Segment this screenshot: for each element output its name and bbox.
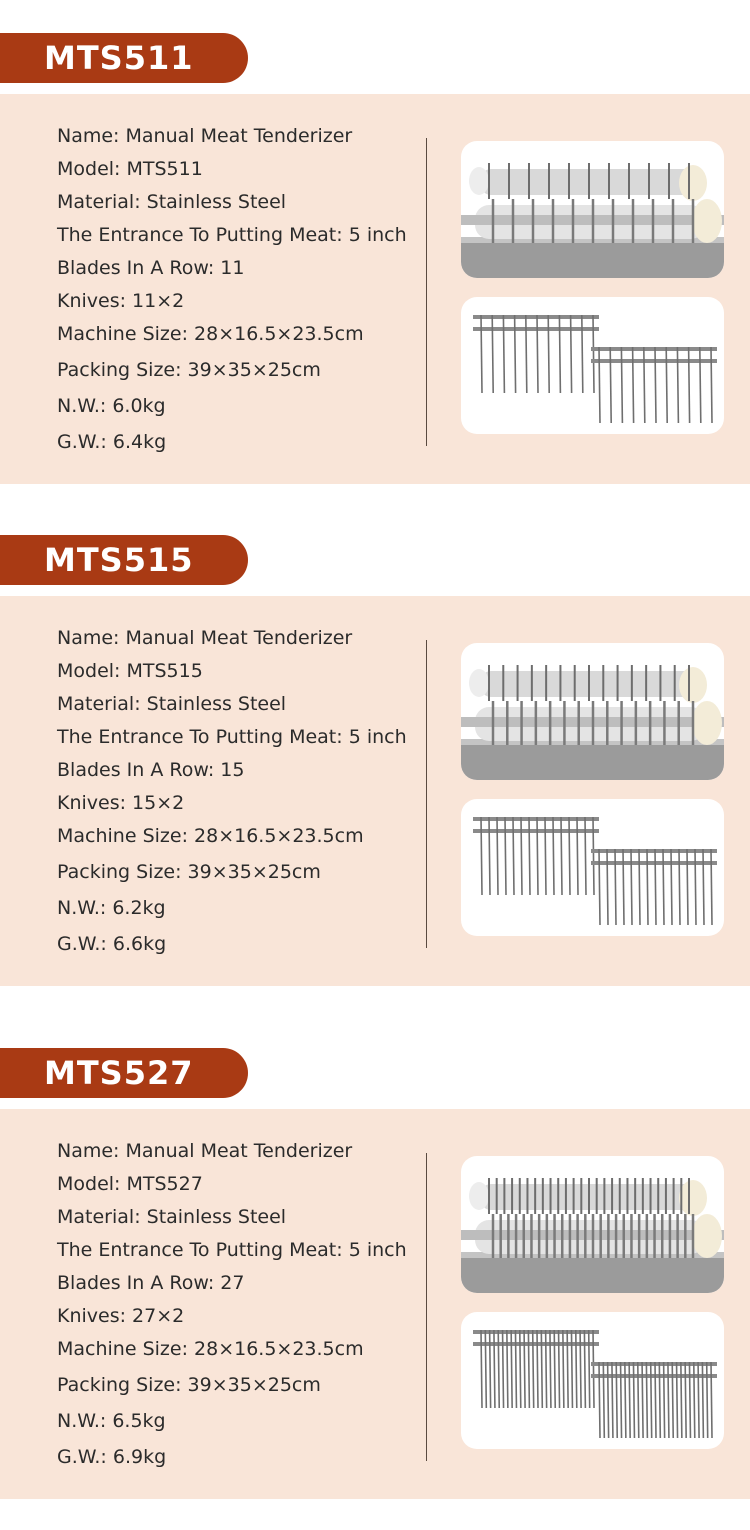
roller-illustration	[461, 665, 724, 780]
spec-entrance: The Entrance To Putting Meat: 5 inch	[57, 726, 407, 748]
spec-material: Material: Stainless Steel	[57, 693, 287, 715]
spec-model: Model: MTS511	[57, 158, 203, 180]
spec-panel	[0, 94, 750, 484]
roller-assembly-photo	[461, 643, 724, 780]
comb-blades-photo	[461, 799, 724, 936]
spec-machine-size: Machine Size: 28×16.5×23.5cm	[57, 323, 364, 345]
spec-gross-weight: G.W.: 6.4kg	[57, 431, 167, 453]
spec-gross-weight: G.W.: 6.6kg	[57, 933, 167, 955]
roller-illustration	[461, 163, 724, 278]
divider-line	[426, 138, 427, 446]
spec-name: Name: Manual Meat Tenderizer	[57, 125, 353, 147]
spec-blades-in-row: Blades In A Row: 15	[57, 759, 245, 781]
spec-packing-size: Packing Size: 39×35×25cm	[57, 861, 321, 883]
spec-net-weight: N.W.: 6.5kg	[57, 1410, 166, 1432]
spec-blades-in-row: Blades In A Row: 27	[57, 1272, 245, 1294]
spec-machine-size: Machine Size: 28×16.5×23.5cm	[57, 1338, 364, 1360]
spec-machine-size: Machine Size: 28×16.5×23.5cm	[57, 825, 364, 847]
spec-model: Model: MTS527	[57, 1173, 203, 1195]
comb-illustration	[473, 817, 717, 925]
product-title: MTS511	[0, 33, 248, 83]
spec-entrance: The Entrance To Putting Meat: 5 inch	[57, 224, 407, 246]
divider-line	[426, 1153, 427, 1461]
spec-knives: Knives: 27×2	[57, 1305, 185, 1327]
spec-material: Material: Stainless Steel	[57, 191, 287, 213]
spec-list	[57, 1137, 407, 1479]
spec-net-weight: N.W.: 6.0kg	[57, 395, 166, 417]
spec-packing-size: Packing Size: 39×35×25cm	[57, 1374, 321, 1396]
comb-blades-photo	[461, 1312, 724, 1449]
spec-net-weight: N.W.: 6.2kg	[57, 897, 166, 919]
roller-assembly-photo	[461, 1156, 724, 1293]
spec-blades-in-row: Blades In A Row: 11	[57, 257, 245, 279]
spec-panel	[0, 596, 750, 986]
spec-packing-size: Packing Size: 39×35×25cm	[57, 359, 321, 381]
spec-name: Name: Manual Meat Tenderizer	[57, 1140, 353, 1162]
roller-assembly-photo	[461, 141, 724, 278]
spec-knives: Knives: 15×2	[57, 792, 185, 814]
roller-illustration	[461, 1178, 724, 1293]
spec-entrance: The Entrance To Putting Meat: 5 inch	[57, 1239, 407, 1261]
spec-panel	[0, 1109, 750, 1499]
spec-list	[57, 624, 407, 966]
product-title: MTS527	[0, 1048, 248, 1098]
spec-model: Model: MTS515	[57, 660, 203, 682]
spec-knives: Knives: 11×2	[57, 290, 185, 312]
divider-line	[426, 640, 427, 948]
comb-blades-photo	[461, 297, 724, 434]
comb-illustration	[473, 1330, 717, 1438]
spec-material: Material: Stainless Steel	[57, 1206, 287, 1228]
comb-illustration	[473, 315, 717, 423]
product-title: MTS515	[0, 535, 248, 585]
spec-list	[57, 122, 407, 464]
spec-gross-weight: G.W.: 6.9kg	[57, 1446, 167, 1468]
spec-name: Name: Manual Meat Tenderizer	[57, 627, 353, 649]
